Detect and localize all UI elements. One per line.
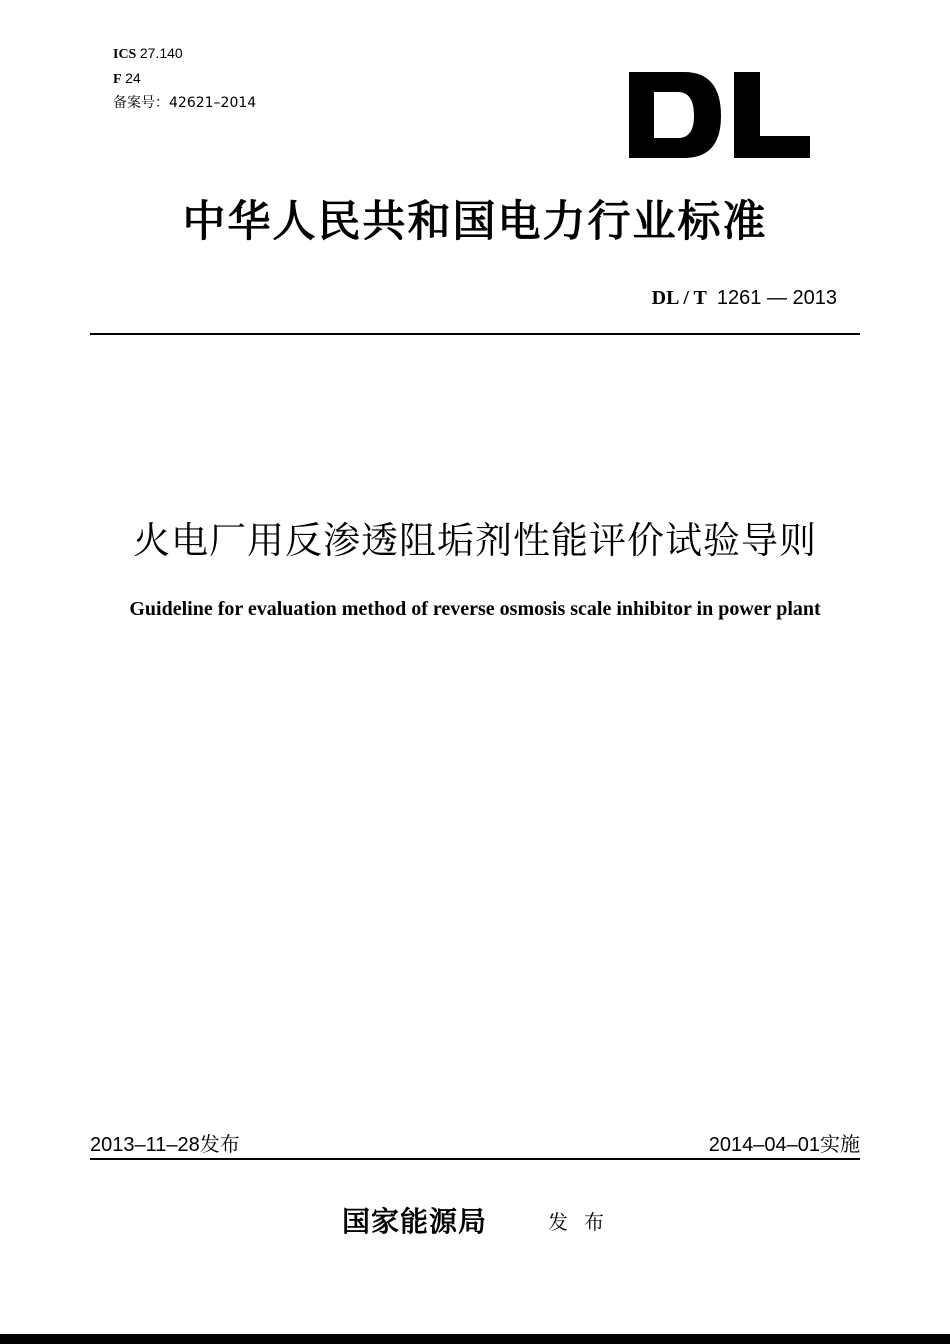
ics-label: ICS — [113, 47, 137, 62]
dl-logo-d-shape — [629, 72, 721, 158]
ics-value: 27.140 — [139, 45, 183, 61]
classification-label: F — [113, 72, 122, 87]
bottom-divider — [90, 1158, 860, 1160]
publisher-name: 国家能源局 — [342, 1205, 488, 1238]
standard-number-value: 1261 — 2013 — [716, 287, 837, 309]
dl-logo-l-shape — [734, 72, 810, 158]
title-chinese: 火电厂用反渗透阻垢剂性能评价试验导则 — [133, 519, 817, 562]
issue-date: 2013–11–28发布 — [90, 1134, 240, 1156]
implementation-date: 2014–04–01实施 — [708, 1134, 860, 1156]
top-divider — [90, 333, 860, 335]
standard-number — [652, 287, 837, 310]
standard-type-heading: 中华人民共和国电力行业标准 — [182, 197, 768, 247]
publish-label: 发布 — [548, 1210, 620, 1234]
record-number: 备案号：42621–2014 — [113, 95, 257, 111]
classification-value: 24 — [125, 70, 141, 86]
standard-code: DL / T — [651, 287, 707, 309]
dl-logo — [626, 62, 812, 160]
page-bottom-border — [0, 1334, 950, 1344]
title-english: Guideline for evaluation method of reverse osmosis scale inhibitor in power plant — [129, 598, 821, 620]
classification-code — [113, 70, 141, 88]
ics-code — [113, 45, 183, 63]
